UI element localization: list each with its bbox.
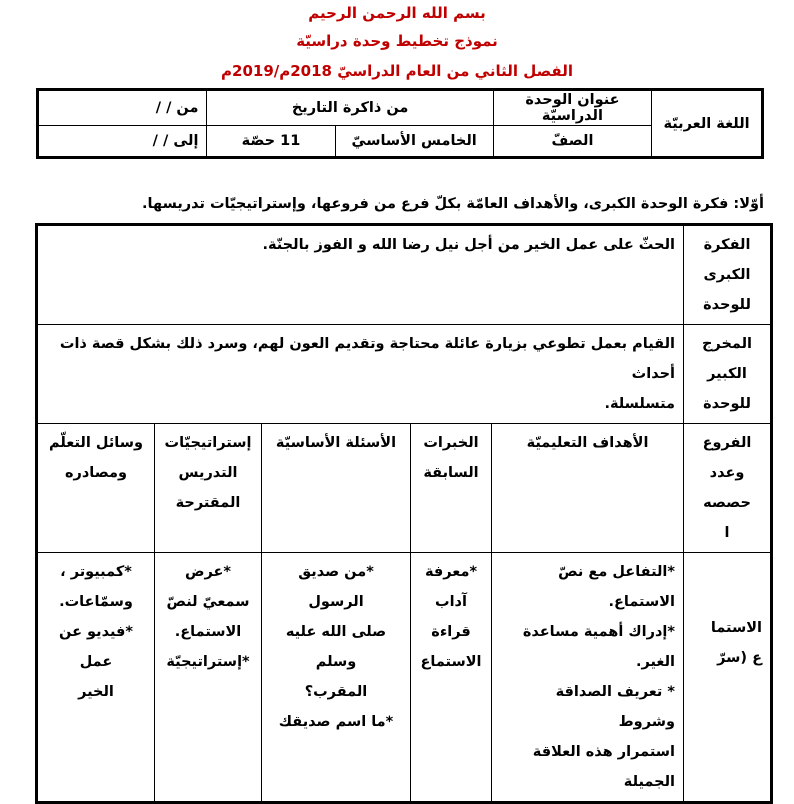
unit-title-label: عنوان الوحدة الدراسيّة (493, 90, 651, 126)
subject-cell: اللغة العربيّة (652, 90, 763, 158)
big-output-value: القيام بعمل تطوعي بزيارة عائلة محتاجة وتقديم العون لهم، وسرد ذلك بشكل قصة ذات أحداث متسلسلة. (37, 325, 684, 424)
to-date: إلى / / (38, 126, 207, 158)
row-resources: *كمبيوتر ، وسمّاعات. *فيديو عن عمل الخير (37, 553, 155, 803)
col-experience: الخبرات السابقة (411, 424, 492, 553)
row-branch: الاستما ع (سرّ (684, 553, 772, 803)
form-title: نموذج تخطيط وحدة دراسيّة (296, 32, 498, 50)
row-questions: *من صديق الرسول صلى الله عليه وسلم المقرب؟ *ما اسم صديقك (262, 553, 411, 803)
big-idea-value: الحثّ على عمل الخير من أجل نيل رضا الله و الفوز بالجنّة. (37, 225, 684, 325)
basmala: بسم الله الرحمن الرحيم (308, 4, 486, 22)
grade-value: الخامس الأساسيّ (335, 126, 493, 158)
big-idea-label: الفكرة الكبرى للوحدة (684, 225, 772, 325)
col-questions: الأسئلة الأساسيّة (262, 424, 411, 553)
unit-info-table (36, 88, 764, 159)
col-strategies: إستراتيجيّات التدريس المقترحة (155, 424, 262, 553)
unit-plan-table (35, 223, 773, 804)
section-intro: أوّلا: فكرة الوحدة الكبرى، والأهداف العامّة بكلّ فرع من فروعها، وإستراتيجيّات تدريسها. (142, 196, 764, 212)
sessions-count: 11 حصّة (207, 126, 335, 158)
row-experience: *معرفة آداب قراءة الاستماع (411, 553, 492, 803)
unit-title-value: من ذاكرة التاريخ (207, 90, 493, 126)
big-output-label: المخرج الكبير للوحدة (684, 325, 772, 424)
col-branches: الفروع وعدد حصصه ا (684, 424, 772, 553)
from-date: من / / (38, 90, 207, 126)
grade-label: الصفّ (493, 126, 651, 158)
col-resources: وسائل التعلّم ومصادره (37, 424, 155, 553)
row-objectives: *التفاعل مع نصّ الاستماع. *إدراك أهمية مساعدة الغير. * تعريف الصداقة وشروط استمرار هذه العلاقة الجميلة (492, 553, 684, 803)
semester-line: الفصل الثاني من العام الدراسيّ 2018م/2019م (221, 62, 573, 80)
col-objectives: الأهداف التعليميّة (492, 424, 684, 553)
row-strategies: *عرض سمعيّ لنصّ الاستماع. *إستراتيجيّة (155, 553, 262, 803)
